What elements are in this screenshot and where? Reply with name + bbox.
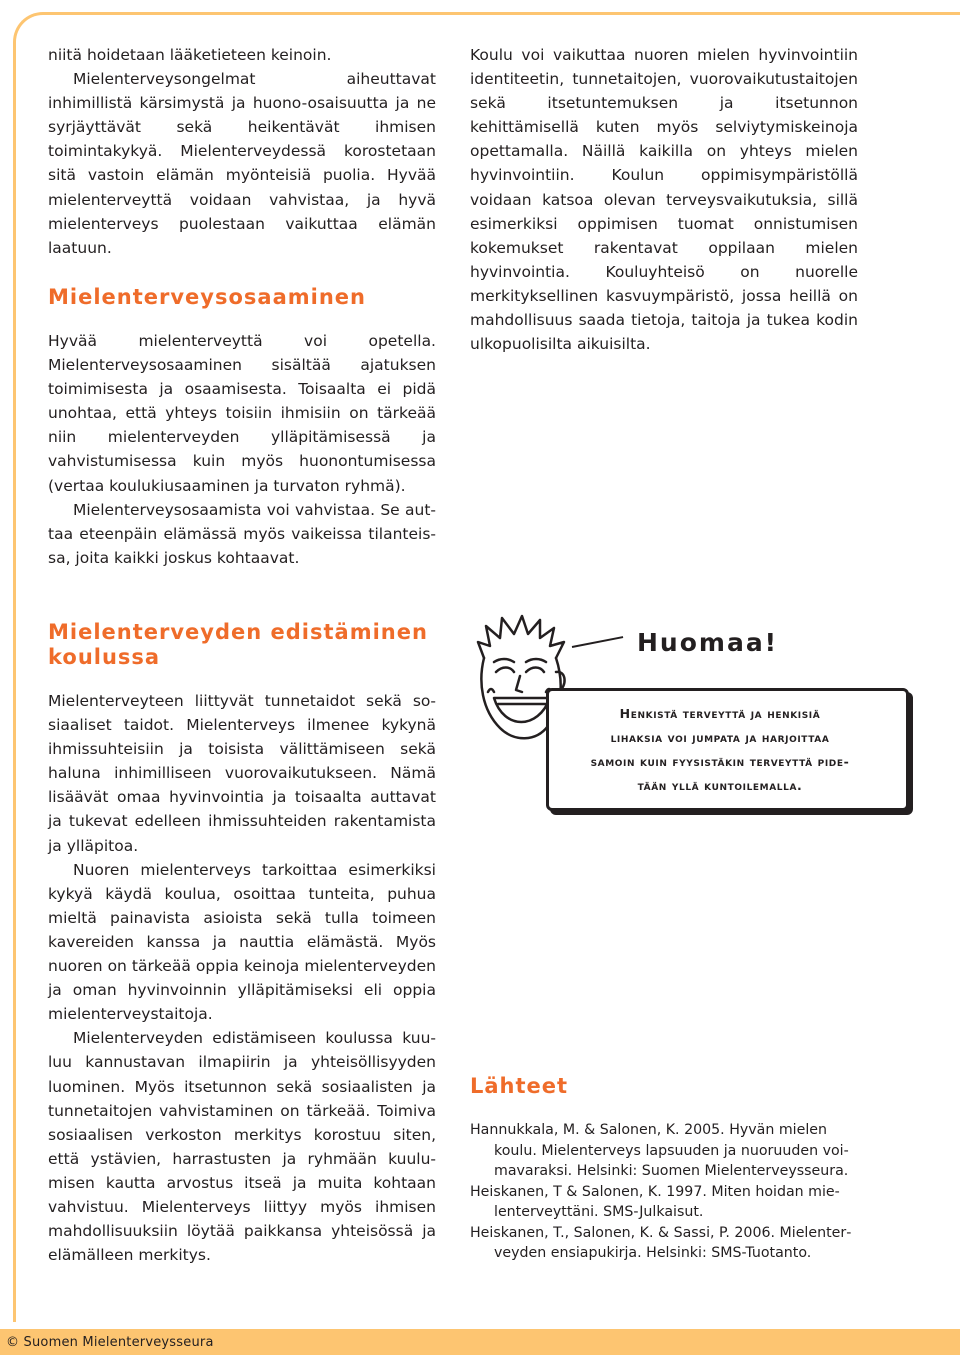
- right-top-text: [470, 43, 858, 356]
- reference-item: Heiskanen, T., Salonen, K. & Sassi, P. 2006. Mielenterveyden ensiapukirja. Helsinki: SMS-Tuotanto.: [470, 1224, 852, 1261]
- references-list: [470, 1120, 858, 1264]
- paragraph: Mielenterveysongelmat aiheuttavat inhimillistä kärsimystä ja huono-osaisuutta ja ne syrjäyttävät sekä heikentävät ihmisen toimintakykyä. Mielenterveydessä korostetaan sitä vastoin elämän myönteisiä puolia. Hyvää mielenterveyttä voidaan vahvistaa, ja hyvä mielenterveys puolestaan vaikuttaa elämän laatuun.: [48, 70, 436, 257]
- section-heading-mielenterveysosaaminen: Mielenterveysosaaminen: [48, 285, 366, 309]
- paragraph: Koulu voi vaikuttaa nuoren mielen hyvinvointiin identiteetin, tunnetaitojen, vuorovaikutustaitojen sekä itsetuntemuksen ja itsetunnon kehittämisellä kuten myös selviytymiskeinoja opettamalla. Näillä kaikilla on yhteys mielen hyvinvointiin. Koulun oppimisympäristöllä voidaan katsoa olevan terveysvaikutuksia, sillä esimerkiksi oppimisen tuomat onnistumisen kokemukset rakentavat oppilaan mielen hyvinvointia. Kouluyhteisö on nuorelle merkityksellinen kasvuympäristö, jossa heillä on mahdollisuus saada tietoja, taitoja ja tukea kodin ulkopuolisilta aikuisilta.: [470, 46, 858, 354]
- paragraph: niitä hoidetaan lääketieteen keinoin.: [48, 46, 332, 64]
- section-heading-edistaminen: [48, 620, 428, 670]
- paragraph: Hyvää mielenterveyttä voi opetella. Mielenterveysosaaminen sisältää ajatuksen toimimisesta ja osaamisesta. Toisaalta ei pidä unohtaa, että yhteys toisiin ihmisiin on tärkeää niin mielenterveyden ylläpitämisessä ja vahvistumisessa kuin myös huonontumisessa (vertaa koulukiusaaminen ja turvaton ryhmä).: [48, 332, 436, 495]
- paragraph: Mielenterveyteen liittyvät tunnetaidot sekä sosiaaliset taidot. Mielenterveys ilmenee kykynä ihmissuhteisiin ja toisista välittämiseen sekä haluna inhimilliseen vuorovaikutukseen. Nämä lisäävät omaa hyvinvointia ja toisaalta auttavat ja tukevat edelleen ihmissuhteiden rakentamista ja ylläpitoa.: [48, 692, 436, 855]
- section-heading-lahteet: Lähteet: [470, 1074, 569, 1098]
- note-line: Henkistä terveyttä ja henkisiä: [619, 706, 821, 721]
- reference-item: Heiskanen, T & Salonen, K. 1997. Miten hoidan mielenterveyttäni. SMS-Julkaisut.: [470, 1183, 840, 1220]
- paragraph: Mielenterveyden edistämiseen koulussa kuuluu kannustavan ilmapiirin ja yhteisöllisyyden luominen. Myös itsetunnon sekä sosiaalisten ja tunnetaitojen vahvistaminen on tärkeää. Toimiva sosiaalisen verkoston merkitys korostuu siten, että ystävien, harrastusten ja ryhmään kuulumisen kautta arvostus itseä ja muita kohtaan vahvistuu. Mielenterveys liittyy myös ihmisen mahdollisuuksiin löytää paikkansa yhteisössä ja elämälleen merkitys.: [48, 1029, 436, 1265]
- note-line: tään yllä kuntoilemalla.: [637, 778, 803, 793]
- section2-text: [48, 689, 436, 1267]
- heading-line: koulussa: [48, 645, 161, 669]
- huomaa-title: Huomaa!: [637, 628, 779, 657]
- footer-copyright: © Suomen Mielenterveysseura: [6, 1335, 214, 1350]
- note-text: [560, 702, 880, 798]
- paragraph: Mielenterveysosaamista voi vahvistaa. Se auttaa eteenpäin elämässä myös vaikeissa tilanteissa, joita kaikki joskus kohtaavat.: [48, 500, 436, 567]
- paragraph: Nuoren mielenterveys tarkoittaa esimerkiksi kykyä käydä koulua, osoittaa tunteita, puhua mieltä painavista asioista sekä tulla toimeen kavereiden kanssa ja nauttia elämästä. Myös nuoren on tärkeää oppia keinoja mielenterveyden ja oman hyvinvoinnin ylläpitämiseksi eli oppia mielenterveystaitoja.: [48, 860, 436, 1024]
- note-line: lihaksia voi jumpata ja harjoittaa: [610, 730, 830, 745]
- section1-text: [48, 329, 436, 570]
- heading-line: Mielenterveyden edistäminen: [48, 620, 428, 644]
- note-line: samoin kuin fyysistäkin terveyttä pide-: [590, 754, 850, 769]
- reference-item: Hannukkala, M. & Salonen, K. 2005. Hyvän mielen koulu. Mielenterveys lapsuuden ja nuoruuden voimavaraksi. Helsinki: Suomen Mielenterveysseura.: [470, 1122, 849, 1179]
- left-top-text: [48, 43, 436, 260]
